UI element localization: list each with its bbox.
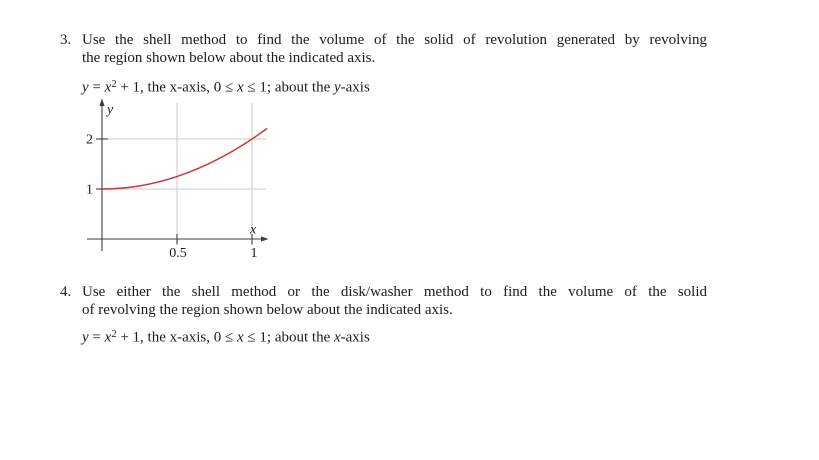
math-var-x: x xyxy=(237,329,244,346)
text-about-the: about the xyxy=(274,329,334,346)
math-equals: = xyxy=(88,79,105,96)
problem-3-text xyxy=(82,31,707,68)
math-exponent: 2 xyxy=(111,329,117,340)
problem-4-text xyxy=(82,283,707,320)
math-var-x: x xyxy=(237,79,244,96)
problem-3 xyxy=(60,31,707,68)
math-zero-le: 0 ≤ xyxy=(213,329,237,346)
math-equals: = xyxy=(88,329,105,346)
figure-graph xyxy=(80,95,280,265)
math-zero-le: 0 ≤ xyxy=(213,79,237,96)
math-le-one: ≤ 1; xyxy=(243,79,275,96)
y-axis-arrow-icon xyxy=(99,99,104,107)
math-plus-one: + 1, xyxy=(116,329,148,346)
x-axis-label: x xyxy=(250,222,257,238)
problem-4-number: 4. xyxy=(60,284,72,300)
problem-3-number: 3. xyxy=(60,32,72,48)
x-tick-label-0.5: 0.5 xyxy=(169,246,187,261)
figure-labels xyxy=(86,103,258,262)
math-var-y: y xyxy=(82,79,89,96)
x-tick-label-1: 1 xyxy=(250,246,258,261)
math-var-x: x xyxy=(104,79,112,96)
text-x-axis: the x-axis, xyxy=(147,329,214,346)
math-var-x: x xyxy=(104,329,112,346)
math-var-y: y xyxy=(82,329,89,346)
text-axis-suffix: -axis xyxy=(340,79,370,96)
y-tick-label-2: 2 xyxy=(86,132,93,148)
problem-3-line-1: Use the shell method to find the volume of the solid of revolution generated by revolving xyxy=(82,32,707,48)
text-axis-suffix: -axis xyxy=(340,329,370,346)
axis-arrows xyxy=(99,99,268,242)
gridlines xyxy=(102,103,266,239)
y-tick-label-1: 1 xyxy=(86,182,93,198)
text-about-the: about the xyxy=(274,79,334,96)
text-x-axis: the x-axis, xyxy=(147,79,214,96)
math-exponent: 2 xyxy=(111,79,117,90)
x-axis-arrow-icon xyxy=(261,236,269,241)
math-le-one: ≤ 1; xyxy=(243,329,275,346)
problem-4 xyxy=(60,283,707,320)
math-plus-one: + 1, xyxy=(116,79,148,96)
problem-3-line-2: the region shown below about the indicated axis. xyxy=(82,50,376,67)
math-axis-var: y xyxy=(333,79,341,96)
y-axis-label: y xyxy=(107,102,114,118)
problem-4-line-1: Use either the shell method or the disk/washer method to find the volume of the solid xyxy=(82,284,707,300)
problem-4-equation xyxy=(82,325,370,348)
math-axis-var: x xyxy=(333,329,341,346)
problem-4-line-2: of revolving the region shown below about the indicated axis. xyxy=(82,302,453,319)
curve-y-equals-x-squared-plus-1 xyxy=(102,129,267,190)
